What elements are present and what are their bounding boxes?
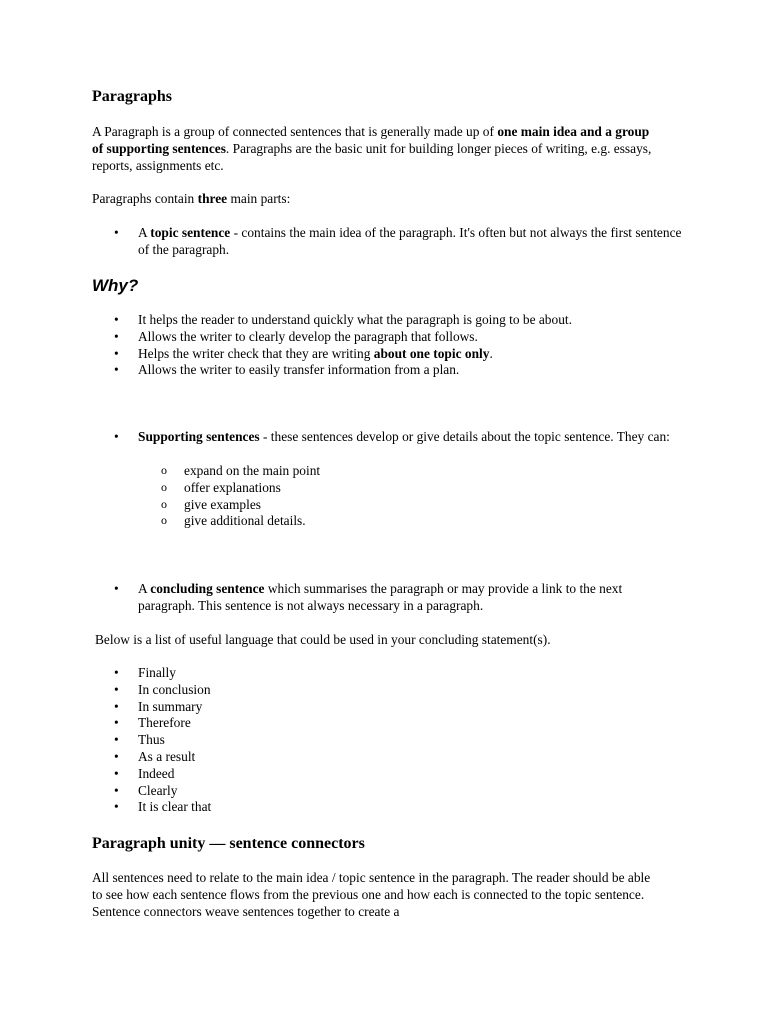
sub-list-item: o expand on the main point — [92, 463, 682, 480]
list-item: • Clearly — [92, 783, 682, 800]
topic-bold: topic sentence — [150, 225, 231, 240]
intro-text-1: A Paragraph is a group of connected sentences that is generally made up of — [92, 124, 498, 139]
concluding-text-2: which summarises the paragraph or may provide a link to the next paragraph. This sentence is not always necessary in a paragraph. — [138, 581, 623, 613]
supporting-sub-list — [92, 463, 682, 530]
intro-bold: one main idea and a group of supporting sentences — [92, 124, 650, 156]
list-item-concluding-sentence — [92, 581, 682, 615]
topic-list — [92, 225, 682, 259]
list-item: • Indeed — [92, 766, 682, 783]
list-item: • It is clear that — [92, 799, 682, 816]
supporting-list — [92, 429, 682, 446]
useful-language-list — [92, 665, 682, 816]
list-item — [92, 346, 682, 363]
sub-list-item: o give additional details. — [92, 513, 682, 530]
concluding-list — [92, 581, 682, 615]
useful-language-intro: Below is a list of useful language that could be used in your concluding statement(s). — [95, 632, 551, 647]
supporting-bold: Supporting sentences — [138, 429, 260, 444]
helps-bold: about one topic only — [373, 345, 490, 361]
why-heading: Why? — [92, 276, 139, 295]
sub-list-item: o offer explanations — [92, 480, 682, 497]
parts-text-2: main parts: — [227, 191, 291, 206]
list-item: • Thus — [92, 732, 682, 749]
list-item: • Therefore — [92, 715, 682, 732]
helps-text-2: . — [489, 345, 493, 361]
list-item-supporting-sentences — [92, 429, 682, 446]
list-item: • In conclusion — [92, 682, 682, 699]
intro-text-2: . Paragraphs are the basic unit for building longer pieces of writing, e.g. essays, reports, assignments etc. — [92, 140, 652, 173]
unity-paragraph: All sentences need to relate to the main idea / topic sentence in the paragraph. The reader should be able to see how each sentence flows from the previous one and how each is connected to the topic sentence. Sentence connectors weave sentences together to create a — [92, 870, 651, 919]
list-item: • Finally — [92, 665, 682, 682]
parts-text-1: Paragraphs contain — [92, 191, 198, 206]
parts-intro — [92, 191, 290, 208]
parts-bold: three — [197, 191, 228, 206]
concluding-bold: concluding sentence — [150, 581, 265, 596]
topic-text-2: - contains the main idea of the paragraph. It's often but not always the first sentence of the paragraph. — [138, 225, 682, 257]
list-item: • Allows the writer to easily transfer information from a plan. — [92, 362, 682, 379]
concluding-text-1: A — [138, 581, 151, 596]
list-item: • It helps the reader to understand quickly what the paragraph is going to be about. — [92, 312, 682, 329]
list-item: • Allows the writer to clearly develop the paragraph that follows. — [92, 329, 682, 346]
helps-text-1: Helps the writer check that they are writing — [138, 345, 374, 361]
list-item-topic-sentence — [92, 225, 682, 259]
supporting-text: - these sentences develop or give details about the topic sentence. They can: — [259, 429, 670, 444]
sub-list-item: o give examples — [92, 497, 682, 514]
list-item: • As a result — [92, 749, 682, 766]
why-list — [92, 312, 682, 379]
list-item: • In summary — [92, 699, 682, 716]
topic-text-1: A — [138, 225, 151, 240]
intro-paragraph — [92, 124, 662, 174]
page-title: Paragraphs — [92, 88, 172, 105]
unity-heading: Paragraph unity — sentence connectors — [92, 835, 365, 852]
